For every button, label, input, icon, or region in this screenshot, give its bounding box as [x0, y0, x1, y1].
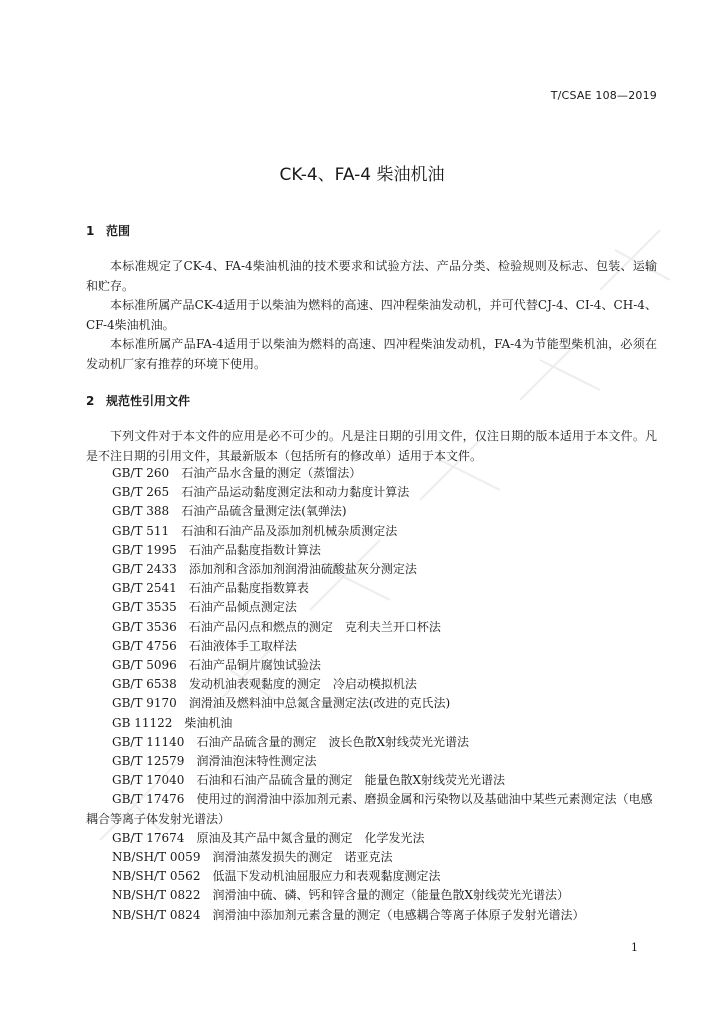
reference-item: [86, 637, 657, 656]
reference-item: [86, 522, 657, 541]
standard-number: T/CSAE 108—2019: [550, 89, 657, 102]
reference-code: GB/T 9170: [112, 696, 177, 711]
reference-item: [86, 694, 657, 713]
reference-code: GB/T 1995: [112, 542, 177, 557]
reference-title: 石油产品闪点和燃点的测定 克利夫兰开口杯法: [188, 619, 441, 634]
section-1-heading: [86, 222, 130, 239]
reference-code: GB/T 4756: [112, 638, 177, 653]
reference-code: NB/SH/T 0822: [112, 888, 201, 903]
reference-code: GB/T 3535: [112, 600, 177, 615]
reference-code: GB/T 5096: [112, 658, 177, 673]
section-2-title: 规范性引用文件: [106, 394, 191, 408]
reference-title: 发动机油表观黏度的测定 冷启动模拟机法: [188, 677, 417, 692]
reference-list: [86, 464, 657, 925]
reference-item: [86, 675, 657, 694]
reference-item: [86, 752, 657, 771]
reference-code: GB/T 17476: [112, 792, 185, 807]
reference-item: [86, 733, 657, 752]
reference-title: 石油液体手工取样法: [188, 638, 297, 653]
reference-item: [86, 656, 657, 675]
document-title: CK-4、FA-4 柴油机油: [279, 165, 445, 185]
reference-item: [86, 560, 657, 579]
reference-title: 润滑油泡沫特性测定法: [196, 754, 317, 769]
reference-code: GB/T 2541: [112, 581, 177, 596]
reference-title: 石油产品水含量的测定（蒸馏法）: [181, 466, 362, 480]
reference-item: [86, 790, 657, 828]
reference-code: GB/T 12579: [112, 754, 185, 769]
normative-intro: 下列文件对于本文件的应用是必不可少的。凡是注日期的引用文件，仅注日期的版本适用于本文件。凡是不注日期的引用文件，其最新版本（包括所有的修改单）适用于本文件。: [86, 429, 657, 463]
scope-paragraph-2: 本标准所属产品CK-4适用于以柴油为燃料的高速、四冲程柴油发动机，并可代替CJ-4、CI-4、CH-4、CF-4柴油机油。: [86, 298, 657, 332]
reference-title: 使用过的润滑油中添加剂元素、磨损金属和污染物以及基础油中某些元素测定法（电感耦合等离子体发射光谱法）: [86, 792, 653, 826]
scope-paragraph-1: 本标准规定了CK-4、FA-4柴油机油的技术要求和试验方法、产品分类、检验规则及标志、包装、运输和贮存。: [86, 259, 657, 293]
reference-item: [86, 771, 657, 790]
section-1-title: 范围: [106, 224, 131, 238]
reference-code: GB/T 17040: [112, 773, 185, 788]
reference-code: GB/T 11140: [112, 734, 185, 749]
reference-title: 润滑油中添加剂元素含量的测定（电感耦合等离子体原子发射光谱法）: [212, 907, 585, 922]
section-1-number: 1: [86, 224, 95, 238]
reference-item: [86, 464, 657, 483]
reference-title: 原油及其产品中氮含量的测定 化学发光法: [196, 830, 425, 845]
reference-title: 石油产品黏度指数算表: [188, 581, 309, 596]
reference-title: 石油产品硫含量测定法(氧弹法): [181, 504, 347, 519]
scope-paragraph-3: 本标准所属产品FA-4适用于以柴油为燃料的高速、四冲程柴油发动机，FA-4为节能型柴机油，必须在发动机厂家有推荐的环境下使用。: [86, 337, 657, 371]
reference-title: 石油产品运动黏度测定法和动力黏度计算法: [181, 485, 410, 500]
reference-item: [86, 618, 657, 637]
reference-item: [86, 886, 657, 905]
reference-code: GB/T 388: [112, 504, 170, 519]
reference-item: [86, 714, 657, 733]
reference-item: [86, 598, 657, 617]
reference-title: 润滑油及燃料油中总氮含量测定法(改进的克氏法): [188, 696, 451, 711]
section-1-body: [86, 257, 657, 374]
reference-item: [86, 829, 657, 848]
reference-title: 低温下发动机油屈服应力和表观黏度测定法: [212, 869, 441, 884]
reference-title: 石油产品铜片腐蚀试验法: [188, 658, 321, 673]
section-2-number: 2: [86, 394, 95, 408]
reference-code: NB/SH/T 0059: [112, 850, 201, 865]
reference-code: GB/T 260: [112, 466, 170, 480]
reference-title: 石油产品黏度指数计算法: [188, 542, 321, 557]
reference-item: [86, 579, 657, 598]
reference-item: [86, 906, 657, 925]
reference-item: [86, 848, 657, 867]
reference-title: 石油产品硫含量的测定 波长色散X射线荧光光谱法: [196, 734, 470, 749]
reference-item: [86, 483, 657, 502]
reference-item: [86, 867, 657, 886]
reference-item: [86, 541, 657, 560]
reference-code: GB 11122: [112, 715, 173, 730]
reference-title: 润滑油中硫、磷、钙和锌含量的测定（能量色散X射线荧光光谱法）: [212, 888, 570, 903]
reference-code: GB/T 2433: [112, 562, 177, 577]
page-number: 1: [631, 941, 638, 954]
section-2-heading: [86, 392, 190, 409]
reference-code: GB/T 6538: [112, 677, 177, 692]
reference-title: 石油产品倾点测定法: [188, 600, 297, 615]
reference-title: 添加剂和含添加剂润滑油硫酸盐灰分测定法: [188, 562, 417, 577]
reference-title: 柴油机油: [184, 715, 233, 730]
reference-code: NB/SH/T 0824: [112, 907, 201, 922]
reference-code: GB/T 511: [112, 523, 170, 538]
reference-code: GB/T 17674: [112, 830, 185, 845]
reference-code: GB/T 265: [112, 485, 170, 500]
reference-title: 石油和石油产品及添加剂机械杂质测定法: [181, 523, 398, 538]
reference-title: 石油和石油产品硫含量的测定 能量色散X射线荧光光谱法: [196, 773, 506, 788]
reference-item: [86, 502, 657, 521]
reference-title: 润滑油蒸发损失的测定 诺亚克法: [212, 850, 393, 865]
section-2-intro: [86, 427, 657, 466]
reference-code: NB/SH/T 0562: [112, 869, 201, 884]
reference-code: GB/T 3536: [112, 619, 177, 634]
